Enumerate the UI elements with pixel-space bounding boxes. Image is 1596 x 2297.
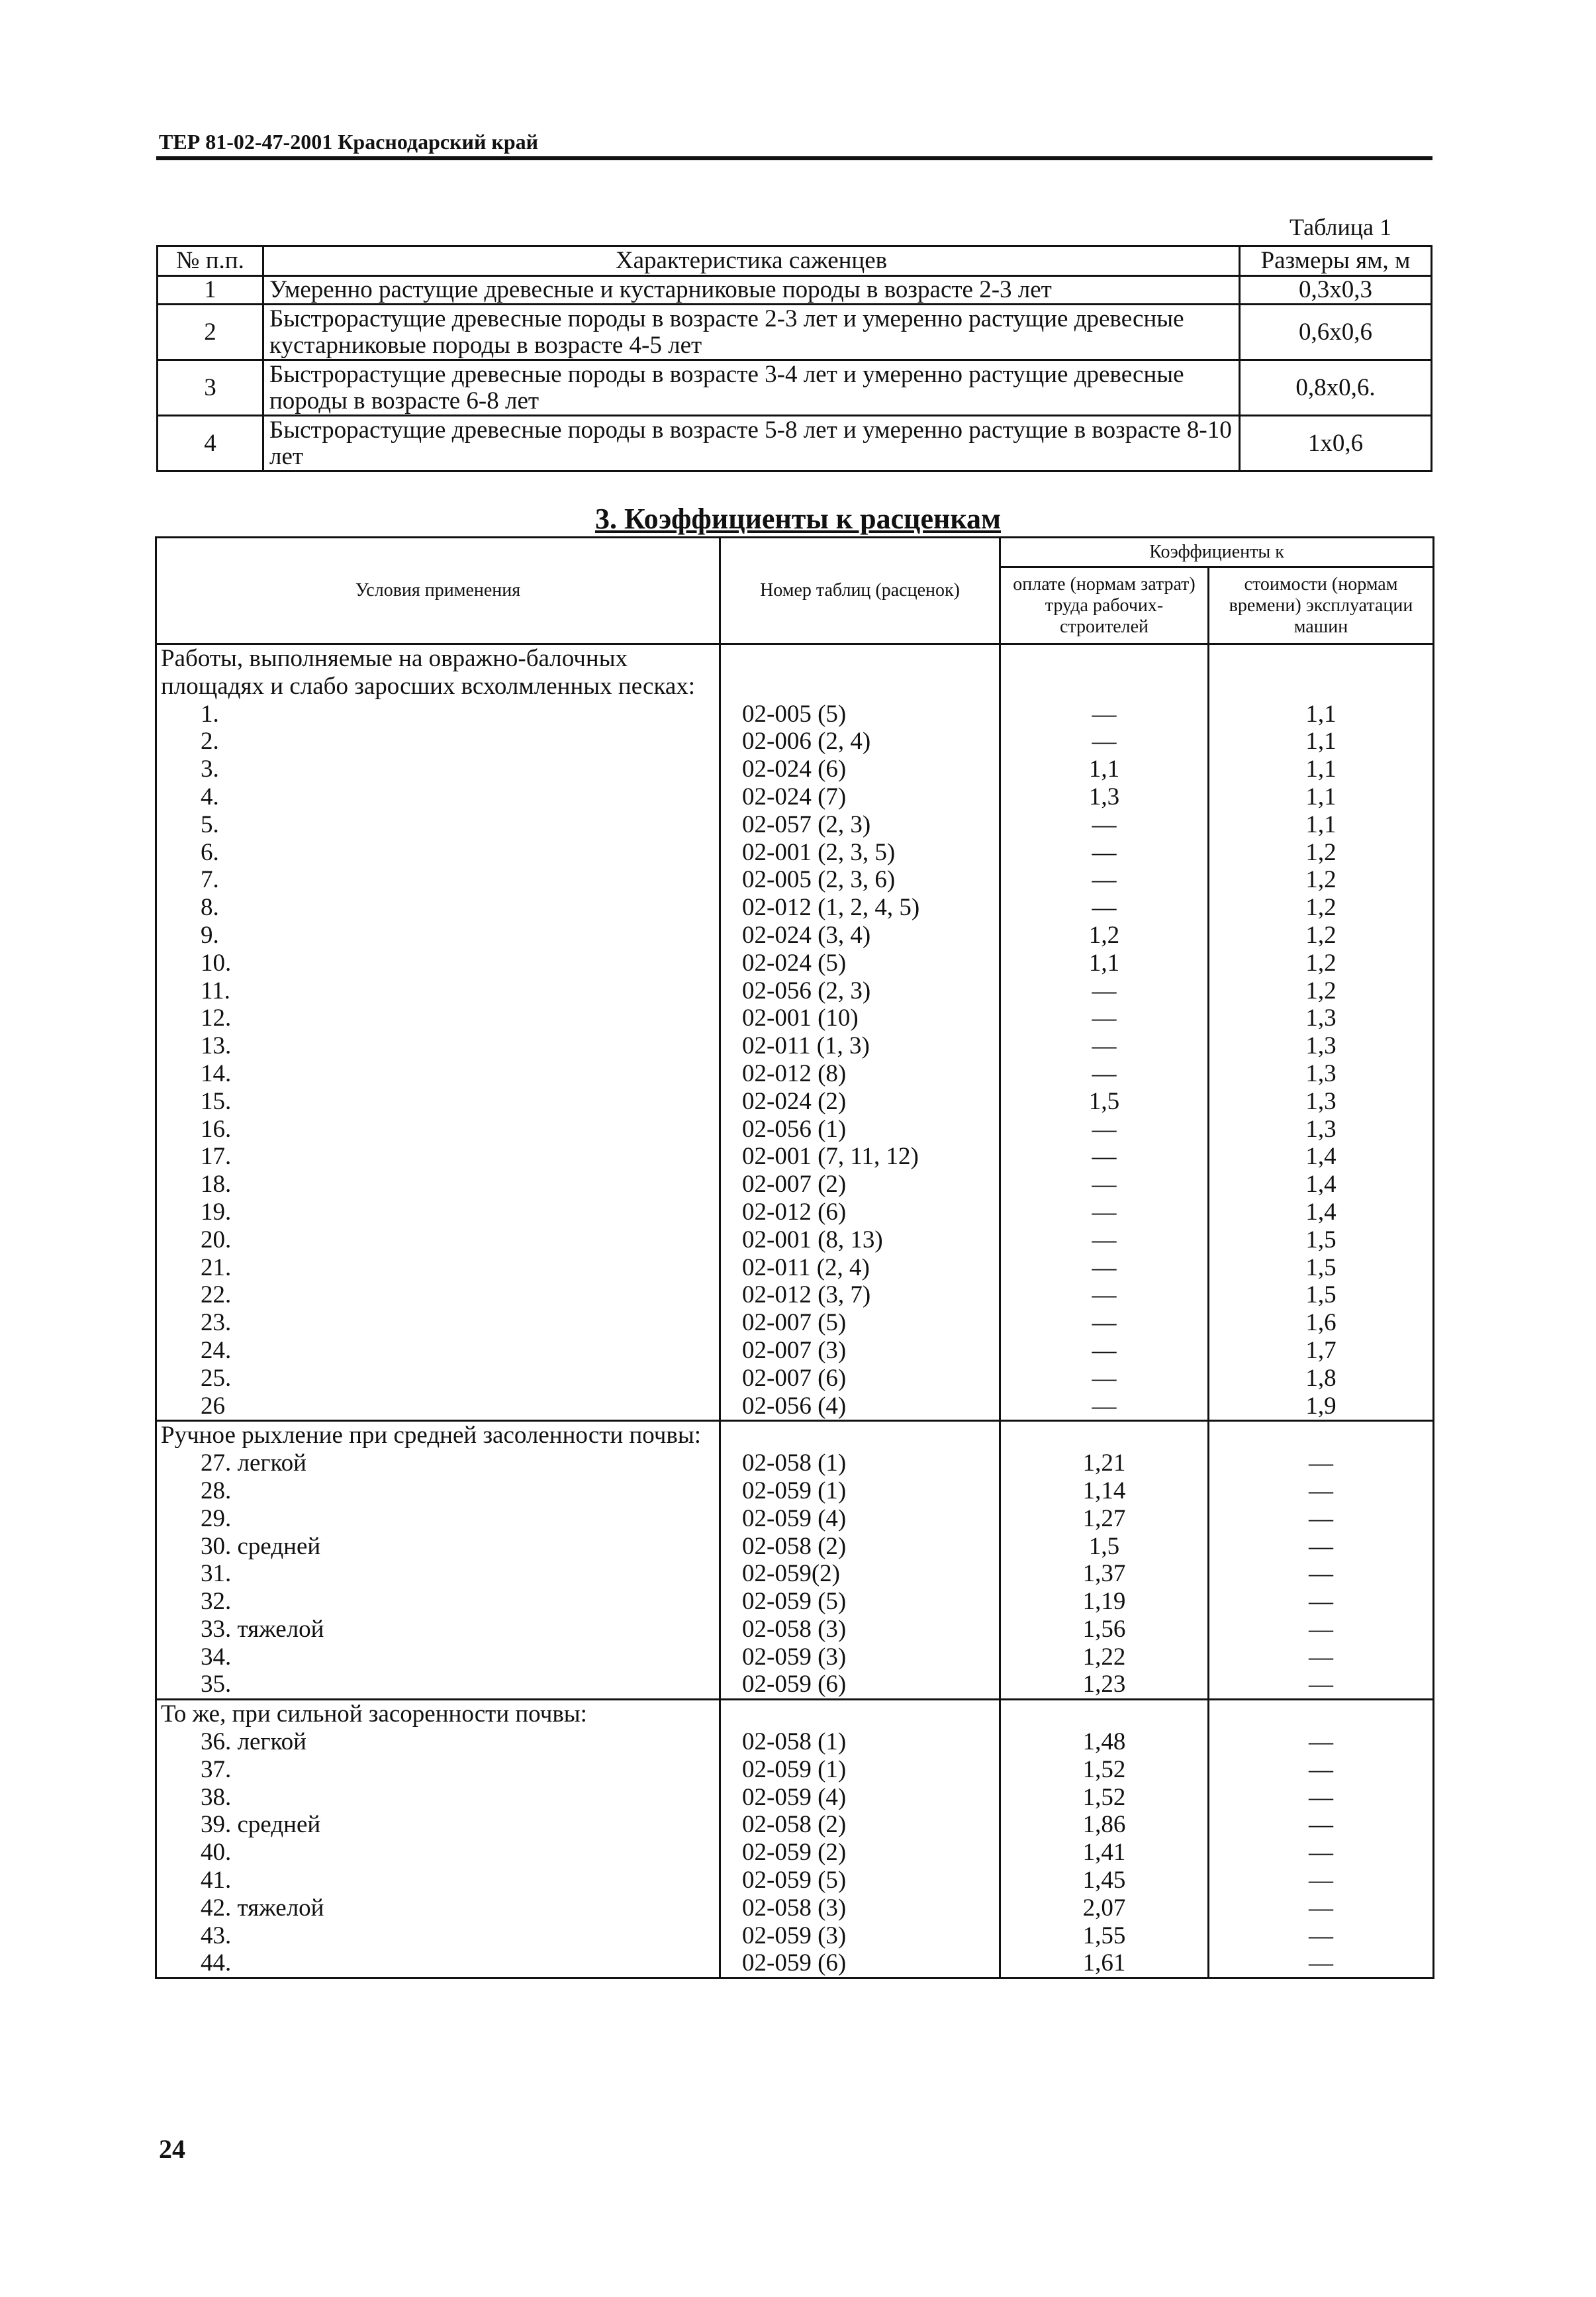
item-label: 12. — [156, 1004, 720, 1032]
table-reference: 02-058 (2) — [720, 1811, 1000, 1839]
table-reference: 02-001 (2, 3, 5) — [720, 839, 1000, 867]
table-row — [156, 1171, 1434, 1198]
item-label: 27. легкой — [156, 1449, 720, 1477]
page-number: 24 — [159, 2134, 185, 2164]
machine-coefficient: 1,2 — [1209, 839, 1434, 867]
item-label: 19. — [156, 1198, 720, 1226]
group-row — [156, 1700, 1434, 1728]
table-reference: 02-057 (2, 3) — [720, 811, 1000, 839]
labor-coefficient: — — [1000, 1365, 1209, 1393]
machine-coefficient: — — [1209, 1588, 1434, 1616]
table-reference: 02-005 (2, 3, 6) — [720, 866, 1000, 894]
machine-coefficient: 1,1 — [1209, 701, 1434, 728]
item-label: 18. — [156, 1171, 720, 1198]
pit-size: 0,8х0,6. — [1240, 360, 1432, 416]
item-label: 34. — [156, 1643, 720, 1671]
empty-cell — [1000, 1421, 1209, 1449]
group-row — [156, 1421, 1434, 1449]
item-label: 41. — [156, 1867, 720, 1894]
item-label: 21. — [156, 1254, 720, 1282]
item-label: 35. — [156, 1671, 720, 1699]
labor-coefficient: 1,3 — [1000, 783, 1209, 811]
item-label: 4. — [156, 783, 720, 811]
item-label: 22. — [156, 1281, 720, 1309]
labor-coefficient: — — [1000, 894, 1209, 922]
pit-size: 0,6х0,6 — [1240, 305, 1432, 360]
table-row — [156, 1032, 1434, 1060]
table-reference: 02-056 (2, 3) — [720, 977, 1000, 1005]
table-row — [156, 811, 1434, 839]
table-reference: 02-056 (1) — [720, 1116, 1000, 1144]
row-number: 1 — [158, 276, 263, 305]
table-row — [156, 1671, 1434, 1699]
table-row — [156, 1811, 1434, 1839]
labor-coefficient: — — [1000, 1143, 1209, 1171]
running-header: ТЕР 81-02-47-2001 Краснодарский край — [159, 130, 539, 154]
table-reference: 02-024 (2) — [720, 1088, 1000, 1116]
table-number-header: Номер таблиц (расценок) — [720, 538, 1000, 644]
table-row — [156, 1088, 1434, 1116]
machine-coefficient: 1,6 — [1209, 1309, 1434, 1337]
table-reference: 02-005 (5) — [720, 701, 1000, 728]
machine-coefficient: 1,1 — [1209, 811, 1434, 839]
table-row — [156, 1309, 1434, 1337]
table-row — [156, 1477, 1434, 1505]
labor-coefficient: — — [1000, 811, 1209, 839]
labor-coefficient: 1,52 — [1000, 1756, 1209, 1784]
machine-coefficient: — — [1209, 1643, 1434, 1671]
table-reference: 02-059(2) — [720, 1560, 1000, 1588]
machine-coefficient: 1,1 — [1209, 756, 1434, 783]
table-row — [156, 1588, 1434, 1616]
item-label: 44. — [156, 1949, 720, 1978]
item-label: 2. — [156, 728, 720, 756]
table-row — [156, 1728, 1434, 1756]
item-label: 29. — [156, 1505, 720, 1533]
seedling-description: Быстрорастущие древесные породы в возрасте 5-8 лет и умеренно растущие в возрасте 8-10 лет — [263, 416, 1240, 471]
machine-coefficient: 1,4 — [1209, 1143, 1434, 1171]
machine-coefficient: 1,4 — [1209, 1171, 1434, 1198]
item-label: 7. — [156, 866, 720, 894]
machine-coefficient: 1,2 — [1209, 977, 1434, 1005]
machine-coefficient: — — [1209, 1728, 1434, 1756]
table-reference: 02-012 (8) — [720, 1060, 1000, 1088]
labor-coefficient: 1,41 — [1000, 1839, 1209, 1867]
machine-coefficient: 1,8 — [1209, 1365, 1434, 1393]
table-row — [156, 922, 1434, 950]
table-reference: 02-012 (6) — [720, 1198, 1000, 1226]
item-label: 26 — [156, 1393, 720, 1421]
table-row — [156, 1839, 1434, 1867]
machine-coefficient: — — [1209, 1560, 1434, 1588]
table-row — [156, 977, 1434, 1005]
coefficients-group-header: Коэффициенты к — [1000, 538, 1434, 567]
machine-coefficient: 1,1 — [1209, 783, 1434, 811]
labor-coefficient: — — [1000, 1032, 1209, 1060]
table-reference: 02-024 (3, 4) — [720, 922, 1000, 950]
column-header: Размеры ям, м — [1240, 246, 1432, 276]
machine-coefficient: 1,2 — [1209, 894, 1434, 922]
empty-cell — [720, 1700, 1000, 1728]
table-reference: 02-058 (3) — [720, 1894, 1000, 1922]
item-label: 23. — [156, 1309, 720, 1337]
labor-coefficient: 1,48 — [1000, 1728, 1209, 1756]
labor-coefficient: 1,5 — [1000, 1088, 1209, 1116]
table-reference: 02-059 (4) — [720, 1505, 1000, 1533]
machine-coefficient: — — [1209, 1894, 1434, 1922]
table1-header-row — [158, 246, 1432, 276]
machine-coefficient: 1,2 — [1209, 950, 1434, 977]
labor-coefficient: 1,22 — [1000, 1643, 1209, 1671]
empty-cell — [1209, 1700, 1434, 1728]
item-label: 14. — [156, 1060, 720, 1088]
item-label: 9. — [156, 922, 720, 950]
labor-coefficient: — — [1000, 839, 1209, 867]
row-number: 3 — [158, 360, 263, 416]
item-label: 17. — [156, 1143, 720, 1171]
labor-coefficient: 1,27 — [1000, 1505, 1209, 1533]
item-label: 33. тяжелой — [156, 1616, 720, 1643]
table-row — [156, 1643, 1434, 1671]
table-row — [156, 1226, 1434, 1254]
table2-body — [156, 644, 1434, 1979]
table-row — [156, 1616, 1434, 1643]
table-reference: 02-024 (7) — [720, 783, 1000, 811]
table-reference: 02-007 (3) — [720, 1337, 1000, 1365]
table-reference: 02-001 (10) — [720, 1004, 1000, 1032]
table-reference: 02-024 (6) — [720, 756, 1000, 783]
table-reference: 02-011 (1, 3) — [720, 1032, 1000, 1060]
labor-coefficient: 1,2 — [1000, 922, 1209, 950]
machine-coefficient: — — [1209, 1949, 1434, 1978]
table-row — [156, 950, 1434, 977]
item-label: 3. — [156, 756, 720, 783]
section-title: 3. Коэффициенты к расценкам — [594, 503, 1002, 535]
item-label: 40. — [156, 1839, 720, 1867]
table-reference: 02-012 (1, 2, 4, 5) — [720, 894, 1000, 922]
group-title: Ручное рыхление при средней засоленности почвы: — [156, 1421, 720, 1449]
machine-coefficient: — — [1209, 1784, 1434, 1812]
labor-coefficient: — — [1000, 1226, 1209, 1254]
machine-coefficient: 1,4 — [1209, 1198, 1434, 1226]
machine-coefficient: — — [1209, 1922, 1434, 1950]
labor-coefficient: — — [1000, 1004, 1209, 1032]
machine-coefficient: 1,5 — [1209, 1281, 1434, 1309]
labor-coefficient: 1,14 — [1000, 1477, 1209, 1505]
item-label: 24. — [156, 1337, 720, 1365]
machine-coefficient: — — [1209, 1867, 1434, 1894]
table-reference: 02-058 (1) — [720, 1728, 1000, 1756]
labor-coefficient-header: оплате (нормам затрат) труда рабочих-строителей — [1000, 567, 1209, 644]
labor-coefficient: 1,1 — [1000, 756, 1209, 783]
table-row — [156, 1143, 1434, 1171]
table2-header-row — [156, 538, 1434, 567]
item-label: 36. легкой — [156, 1728, 720, 1756]
labor-coefficient: 1,23 — [1000, 1671, 1209, 1699]
table-reference: 02-059 (6) — [720, 1949, 1000, 1978]
machine-coefficient: 1,3 — [1209, 1032, 1434, 1060]
table-reference: 02-058 (3) — [720, 1616, 1000, 1643]
machine-coefficient: 1,3 — [1209, 1060, 1434, 1088]
machine-coefficient: 1,3 — [1209, 1004, 1434, 1032]
machine-coefficient: 1,2 — [1209, 922, 1434, 950]
empty-cell — [720, 1421, 1000, 1449]
table-row — [156, 1533, 1434, 1561]
machine-coefficient: — — [1209, 1839, 1434, 1867]
labor-coefficient: 2,07 — [1000, 1894, 1209, 1922]
table-row — [156, 1337, 1434, 1365]
item-label: 28. — [156, 1477, 720, 1505]
item-label: 31. — [156, 1560, 720, 1588]
table-reference: 02-007 (6) — [720, 1365, 1000, 1393]
machine-coefficient: — — [1209, 1756, 1434, 1784]
machine-coefficient: 1,2 — [1209, 866, 1434, 894]
machine-coefficient: — — [1209, 1533, 1434, 1561]
row-number: 4 — [158, 416, 263, 471]
table-row — [156, 1894, 1434, 1922]
item-label: 42. тяжелой — [156, 1894, 720, 1922]
table-row — [156, 728, 1434, 756]
item-label: 5. — [156, 811, 720, 839]
column-header: Характеристика саженцев — [263, 246, 1240, 276]
header-rule — [156, 156, 1432, 160]
labor-coefficient: — — [1000, 728, 1209, 756]
table-row — [156, 1060, 1434, 1088]
labor-coefficient: 1,5 — [1000, 1533, 1209, 1561]
table1-caption: Таблица 1 — [1290, 214, 1391, 240]
item-label: 25. — [156, 1365, 720, 1393]
labor-coefficient: — — [1000, 1254, 1209, 1282]
labor-coefficient: — — [1000, 701, 1209, 728]
item-label: 37. — [156, 1756, 720, 1784]
pit-size: 0,3х0,3 — [1240, 276, 1432, 305]
table-row — [158, 360, 1432, 416]
table-row — [156, 701, 1434, 728]
machine-coefficient: — — [1209, 1671, 1434, 1699]
labor-coefficient: — — [1000, 1337, 1209, 1365]
table-row — [158, 416, 1432, 471]
table-reference: 02-059 (2) — [720, 1839, 1000, 1867]
labor-coefficient: 1,86 — [1000, 1811, 1209, 1839]
item-label: 15. — [156, 1088, 720, 1116]
table-reference: 02-011 (2, 4) — [720, 1254, 1000, 1282]
empty-cell — [1209, 1421, 1434, 1449]
table-row — [156, 1254, 1434, 1282]
item-label: 20. — [156, 1226, 720, 1254]
labor-coefficient: 1,52 — [1000, 1784, 1209, 1812]
table-row — [156, 1949, 1434, 1978]
table-row — [156, 783, 1434, 811]
table-reference: 02-058 (2) — [720, 1533, 1000, 1561]
table-reference: 02-056 (4) — [720, 1393, 1000, 1421]
labor-coefficient: — — [1000, 1281, 1209, 1309]
table-row — [156, 839, 1434, 867]
empty-cell — [1000, 1700, 1209, 1728]
table-row — [156, 756, 1434, 783]
labor-coefficient: — — [1000, 1309, 1209, 1337]
labor-coefficient: 1,55 — [1000, 1922, 1209, 1950]
machine-coefficient: 1,5 — [1209, 1254, 1434, 1282]
labor-coefficient: 1,21 — [1000, 1449, 1209, 1477]
table-reference: 02-058 (1) — [720, 1449, 1000, 1477]
table-row — [156, 1116, 1434, 1144]
table-reference: 02-006 (2, 4) — [720, 728, 1000, 756]
table-reference: 02-059 (3) — [720, 1643, 1000, 1671]
conditions-header: Условия применения — [156, 538, 720, 644]
group-row — [156, 644, 1434, 701]
item-label: 6. — [156, 839, 720, 867]
empty-cell — [1000, 644, 1209, 701]
seedling-description: Быстрорастущие древесные породы в возрасте 3-4 лет и умеренно растущие древесные породы в возрасте 6-8 лет — [263, 360, 1240, 416]
labor-coefficient: 1,37 — [1000, 1560, 1209, 1588]
machine-coefficient: 1,9 — [1209, 1393, 1434, 1421]
seedling-description: Умеренно растущие древесные и кустарниковые породы в возрасте 2-3 лет — [263, 276, 1240, 305]
machine-coefficient: 1,3 — [1209, 1088, 1434, 1116]
labor-coefficient: — — [1000, 1171, 1209, 1198]
machine-coefficient: — — [1209, 1449, 1434, 1477]
table-reference: 02-007 (2) — [720, 1171, 1000, 1198]
table-reference: 02-024 (5) — [720, 950, 1000, 977]
table-row — [156, 866, 1434, 894]
machine-coefficient: — — [1209, 1616, 1434, 1643]
machine-coefficient: 1,3 — [1209, 1116, 1434, 1144]
table-row — [156, 1505, 1434, 1533]
empty-cell — [720, 644, 1000, 701]
table-row — [156, 1365, 1434, 1393]
table-row — [156, 1198, 1434, 1226]
labor-coefficient: — — [1000, 1393, 1209, 1421]
table-reference: 02-059 (5) — [720, 1867, 1000, 1894]
item-label: 32. — [156, 1588, 720, 1616]
column-header: № п.п. — [158, 246, 263, 276]
seedlings-table — [156, 245, 1432, 472]
item-label: 30. средней — [156, 1533, 720, 1561]
group-title: То же, при сильной засоренности почвы: — [156, 1700, 720, 1728]
item-label: 10. — [156, 950, 720, 977]
table-row — [156, 1449, 1434, 1477]
table-reference: 02-012 (3, 7) — [720, 1281, 1000, 1309]
table-reference: 02-059 (4) — [720, 1784, 1000, 1812]
table-row — [156, 1867, 1434, 1894]
item-label: 38. — [156, 1784, 720, 1812]
machine-coefficient: 1,5 — [1209, 1226, 1434, 1254]
item-label: 13. — [156, 1032, 720, 1060]
table-reference: 02-059 (6) — [720, 1671, 1000, 1699]
table-row — [158, 276, 1432, 305]
labor-coefficient: — — [1000, 1116, 1209, 1144]
table-reference: 02-007 (5) — [720, 1309, 1000, 1337]
table-reference: 02-059 (5) — [720, 1588, 1000, 1616]
table-row — [156, 1784, 1434, 1812]
coefficients-table — [155, 536, 1434, 1979]
labor-coefficient: — — [1000, 977, 1209, 1005]
machine-coefficient-header: стоимости (нормам времени) эксплуатации машин — [1209, 567, 1434, 644]
machine-coefficient: 1,1 — [1209, 728, 1434, 756]
labor-coefficient: — — [1000, 1198, 1209, 1226]
table-row — [156, 1393, 1434, 1421]
labor-coefficient: 1,45 — [1000, 1867, 1209, 1894]
item-label: 11. — [156, 977, 720, 1005]
machine-coefficient: — — [1209, 1477, 1434, 1505]
item-label: 8. — [156, 894, 720, 922]
item-label: 1. — [156, 701, 720, 728]
labor-coefficient: 1,56 — [1000, 1616, 1209, 1643]
labor-coefficient: 1,1 — [1000, 950, 1209, 977]
table-row — [158, 305, 1432, 360]
machine-coefficient: — — [1209, 1811, 1434, 1839]
item-label: 39. средней — [156, 1811, 720, 1839]
machine-coefficient: 1,7 — [1209, 1337, 1434, 1365]
pit-size: 1х0,6 — [1240, 416, 1432, 471]
seedling-description: Быстрорастущие древесные породы в возрасте 2-3 лет и умеренно растущие древесные кустарниковые породы в возрасте 4-5 лет — [263, 305, 1240, 360]
row-number: 2 — [158, 305, 263, 360]
machine-coefficient: — — [1209, 1505, 1434, 1533]
table-row — [156, 1004, 1434, 1032]
table-reference: 02-059 (3) — [720, 1922, 1000, 1950]
labor-coefficient: — — [1000, 866, 1209, 894]
labor-coefficient: — — [1000, 1060, 1209, 1088]
table-reference: 02-059 (1) — [720, 1756, 1000, 1784]
group-title: Работы, выполняемые на овражно-балочных площадях и слабо заросших всхолмленных песках: — [156, 644, 720, 701]
item-label: 43. — [156, 1922, 720, 1950]
item-label: 16. — [156, 1116, 720, 1144]
table-reference: 02-001 (7, 11, 12) — [720, 1143, 1000, 1171]
table-reference: 02-059 (1) — [720, 1477, 1000, 1505]
table-reference: 02-001 (8, 13) — [720, 1226, 1000, 1254]
table-row — [156, 1281, 1434, 1309]
empty-cell — [1209, 644, 1434, 701]
labor-coefficient: 1,19 — [1000, 1588, 1209, 1616]
labor-coefficient: 1,61 — [1000, 1949, 1209, 1978]
table-row — [156, 1756, 1434, 1784]
table-row — [156, 894, 1434, 922]
table-row — [156, 1560, 1434, 1588]
table-row — [156, 1922, 1434, 1950]
